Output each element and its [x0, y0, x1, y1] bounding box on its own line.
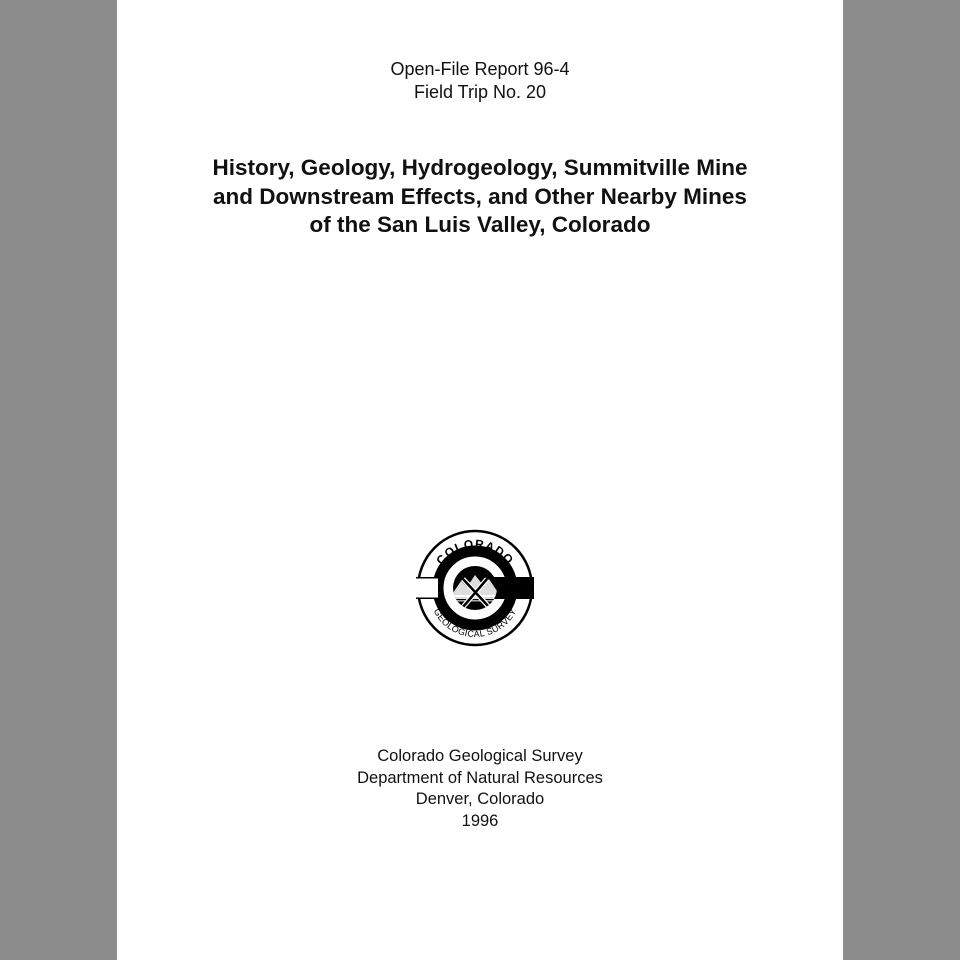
- colorado-geological-survey-logo: [415, 527, 535, 649]
- publisher-department: Department of Natural Resources: [357, 768, 603, 787]
- publisher-name: Colorado Geological Survey: [377, 747, 583, 765]
- document-page: [117, 0, 843, 960]
- svg-text:GEOLOGICAL SURVEY: GEOLOGICAL SURVEY: [431, 606, 519, 640]
- title-line-2: and Downstream Effects, and Other Nearby Mines: [213, 183, 747, 209]
- title-line-1: History, Geology, Hydrogeology, Summitville Mine: [212, 155, 748, 180]
- document-title: [117, 154, 843, 240]
- report-identifier: [117, 58, 843, 104]
- svg-text:COLORADO: COLORADO: [433, 536, 517, 568]
- title-line-3: of the San Luis Valley, Colorado: [309, 212, 651, 237]
- publication-year: 1996: [461, 811, 499, 830]
- field-trip-number: Field Trip No. 20: [413, 82, 547, 102]
- publisher-block: [117, 746, 843, 832]
- publisher-location: Denver, Colorado: [415, 790, 545, 808]
- logo-seal-icon: [415, 527, 535, 649]
- report-number: Open-File Report 96-4: [390, 59, 570, 79]
